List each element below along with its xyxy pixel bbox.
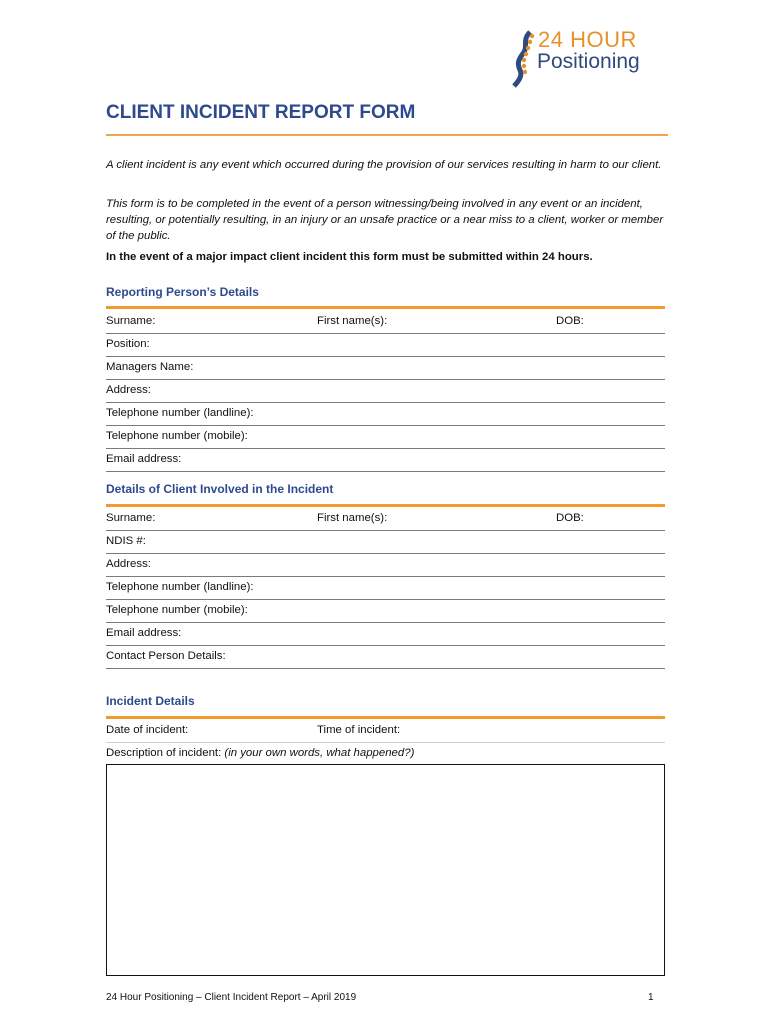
submission-notice: In the event of a major impact client incident this form must be submitted within 24 hours. (106, 251, 593, 263)
reporting-email-label: Email address: (106, 453, 182, 465)
intro-paragraph-1: A client incident is any event which occurred during the provision of our services resulting in harm to our client. (106, 159, 662, 171)
reporting-address-row[interactable] (106, 379, 665, 403)
client-mobile-row[interactable] (106, 599, 665, 623)
incident-datetime-row[interactable] (106, 719, 665, 743)
reporting-name-row[interactable] (106, 310, 665, 334)
incident-time-label: Time of incident: (317, 724, 401, 736)
reporting-email-row[interactable] (106, 448, 665, 472)
incident-description-label (106, 747, 414, 759)
logo-line-1: 24 HOUR (538, 27, 637, 52)
description-label-text: Description of incident: (106, 747, 225, 759)
client-name-row[interactable] (106, 507, 665, 531)
incident-date-label: Date of incident: (106, 724, 189, 736)
footer-text: 24 Hour Positioning – Client Incident Report – April 2019 (106, 992, 357, 1003)
client-dob-label: DOB: (556, 512, 584, 524)
client-surname-label: Surname: (106, 512, 156, 524)
client-landline-label: Telephone number (landline): (106, 581, 254, 593)
reporting-mobile-row[interactable] (106, 425, 665, 449)
reporting-landline-row[interactable] (106, 402, 665, 426)
client-first-name-label: First name(s): (317, 512, 388, 524)
reporting-surname-label: Surname: (106, 315, 156, 327)
reporting-position-label: Position: (106, 338, 150, 350)
logo-line-2: Positioning (537, 50, 640, 73)
client-email-row[interactable] (106, 622, 665, 646)
client-contact-label: Contact Person Details: (106, 650, 226, 662)
reporting-position-row[interactable] (106, 333, 665, 357)
client-ndis-row[interactable] (106, 530, 665, 554)
client-landline-row[interactable] (106, 576, 665, 600)
page-title: CLIENT INCIDENT REPORT FORM (106, 102, 416, 123)
reporting-mobile-label: Telephone number (mobile): (106, 430, 248, 442)
client-contact-row[interactable] (106, 645, 665, 669)
client-address-row[interactable] (106, 553, 665, 577)
reporting-managers-row[interactable] (106, 356, 665, 380)
description-hint: (in your own words, what happened?) (224, 747, 415, 759)
reporting-landline-label: Telephone number (landline): (106, 407, 254, 419)
incident-description-box[interactable] (106, 764, 665, 976)
page-number: 1 (648, 992, 654, 1003)
reporting-first-name-label: First name(s): (317, 315, 388, 327)
reporting-managers-label: Managers Name: (106, 361, 194, 373)
company-logo (510, 27, 650, 88)
client-email-label: Email address: (106, 627, 182, 639)
reporting-address-label: Address: (106, 384, 151, 396)
incident-section-heading: Incident Details (106, 694, 195, 708)
reporting-section-heading: Reporting Person’s Details (106, 285, 259, 299)
client-section-heading: Details of Client Involved in the Incident (106, 482, 334, 496)
reporting-section-divider (106, 306, 665, 309)
client-ndis-label: NDIS #: (106, 535, 146, 547)
title-divider (106, 134, 668, 136)
client-mobile-label: Telephone number (mobile): (106, 604, 248, 616)
spine-logo-icon (510, 30, 540, 88)
intro-paragraph-2: This form is to be completed in the event of a person witnessing/being involved in any event or an incident, resulting, or potentially resulting, in an injury or an unsafe practice or a near miss to a client, worker or member of the public. (106, 198, 664, 242)
reporting-dob-label: DOB: (556, 315, 584, 327)
client-address-label: Address: (106, 558, 151, 570)
